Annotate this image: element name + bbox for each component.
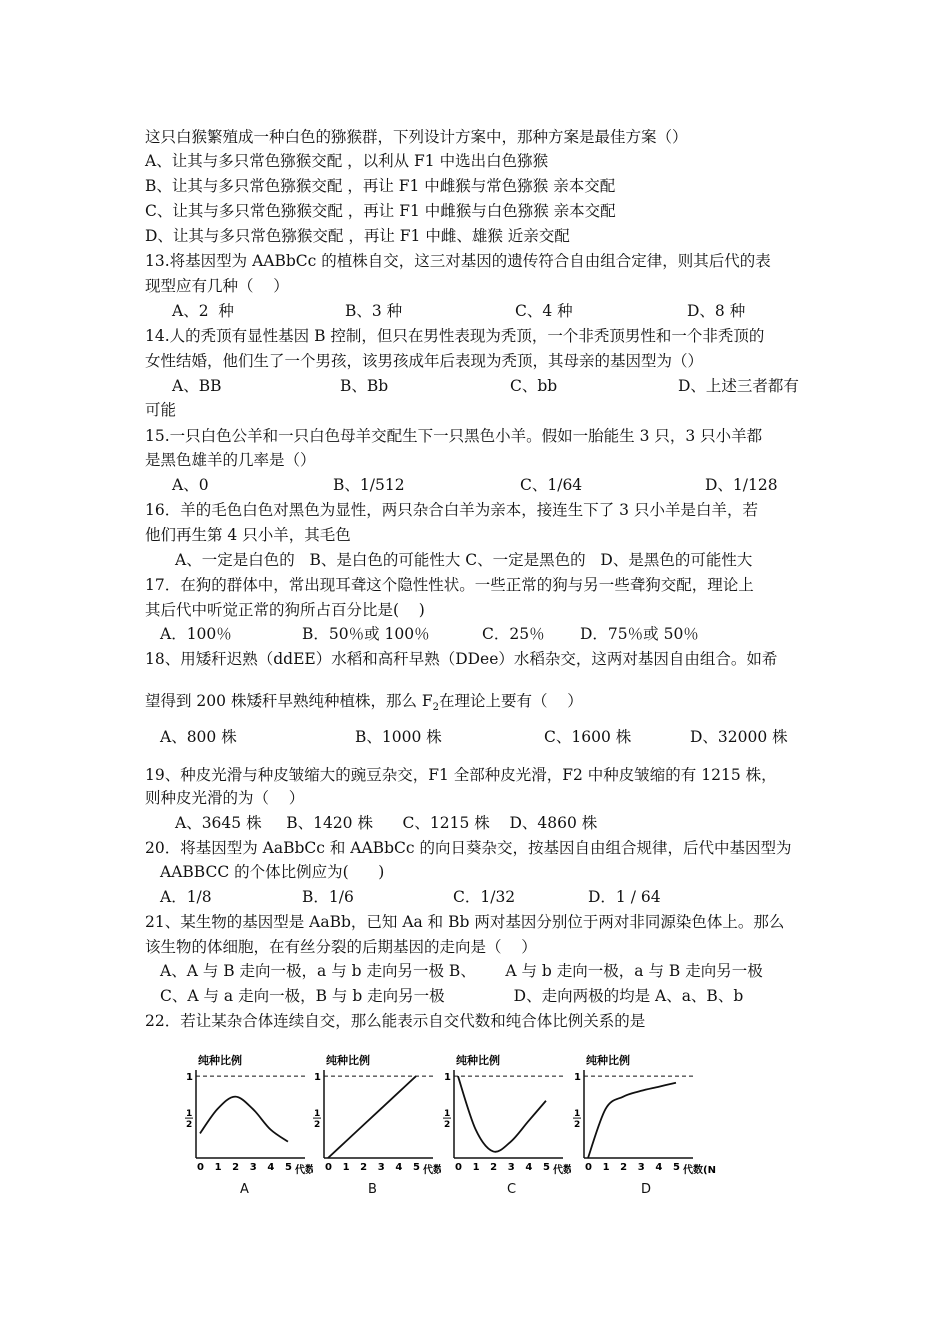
question-14-stem: 14.人的秃顶有显性基因 B 控制，但只在男性表现为秃顶，一个非秃顶男性和一个非秃顶的 [145, 327, 765, 345]
question-17-stem-cont: 其后代中听觉正常的狗所占百分比是( ) [145, 601, 425, 619]
series-line [458, 1076, 546, 1152]
question-14-stem-cont: 女性结婚，他们生了一个男孩，该男孩成年后表现为秃顶，其母亲的基因型为（） [145, 352, 704, 370]
question-13-stem: 13.将基因型为 AABbCc 的植株自交，这三对基因的遗传符合自由组合定律，则其后代的表 [145, 252, 771, 270]
x-tick-label: 3 [377, 1162, 385, 1173]
question-12-option-c: C、让其与多只常色猕猴交配 ，再让 F1 中雌猴与白色猕猴 亲本交配 [145, 202, 616, 220]
x-tick-label: 4 [395, 1162, 403, 1173]
question-15-option-c: C、1/64 [520, 476, 583, 494]
question-16-stem: 16．羊的毛色白色对黑色为显性，两只杂合白羊为亲本，接连生下了 3 只小羊是白羊，若 [145, 501, 758, 519]
x-tick-label: 0 [455, 1162, 462, 1173]
y-tick-one: 1 [186, 1072, 193, 1084]
question-16-options: A、一定是白色的 B、是白色的可能性大 C、一定是黑色的 D、是黑色的可能性大 [175, 551, 753, 569]
question-18-stem: 18、用矮秆迟熟（ddEE）水稻和高秆早熟（DDee）水稻杂交，这两对基因自由组合。如希 [145, 650, 778, 668]
x-tick-label: 3 [637, 1162, 645, 1173]
y-tick-one: 1 [444, 1072, 451, 1084]
question-13-option-c: C、4 种 [515, 302, 573, 320]
graph-b-label: B [368, 1182, 377, 1197]
y-tick-half-numerator: 1 [186, 1109, 193, 1120]
question-14-option-b: B、Bb [340, 377, 389, 395]
x-tick-label: 1 [214, 1162, 222, 1173]
question-17-option-b: B．50％或 100％ [302, 625, 430, 643]
x-axis-label: 代数 [423, 1165, 441, 1176]
question-18-option-d: D、32000 株 [690, 728, 788, 746]
question-17-option-c: C．25％ [482, 625, 545, 643]
graph-c [436, 1048, 571, 1182]
x-tick-label: 3 [249, 1162, 257, 1173]
y-tick-half-denominator: 2 [444, 1120, 451, 1131]
y-tick-half-denominator: 2 [574, 1120, 581, 1131]
y-axis-label: 纯种比例 [326, 1054, 370, 1067]
x-tick-label: 4 [655, 1162, 663, 1173]
graph-d-svg [566, 1048, 716, 1178]
question-20-stem-cont: AABBCC 的个体比例应为( ) [160, 863, 385, 881]
question-15-option-b: B、1/512 [333, 476, 405, 494]
question-12-option-d: D、让其与多只常色猕猴交配 ，再让 F1 中雌、雄猴 近亲交配 [145, 227, 570, 245]
question-14-option-c: C、bb [510, 377, 558, 395]
question-21-options-ab: A、A 与 B 走向一极，a 与 b 走向另一极 B、 A 与 b 走向一极，a 与 B 走向另一极 [160, 962, 763, 980]
graph-d [566, 1048, 716, 1182]
graph-a [178, 1048, 313, 1182]
y-axis-label: 纯种比例 [586, 1054, 630, 1067]
question-19-options: A、3645 株 B、1420 株 C、1215 株 D、4860 株 [175, 814, 598, 832]
x-tick-label: 1 [602, 1162, 610, 1173]
question-13-option-a: A、2 种 [172, 302, 234, 320]
graph-a-svg [178, 1048, 313, 1178]
graph-c-label: C [507, 1182, 517, 1197]
x-tick-label: 2 [360, 1162, 368, 1173]
x-tick-label: 1 [472, 1162, 480, 1173]
x-tick-label: 0 [197, 1162, 204, 1173]
question-19-stem-cont: 则种皮光滑的为（ ） [145, 789, 305, 807]
y-tick-half-numerator: 1 [314, 1109, 321, 1120]
x-tick-label: 2 [490, 1162, 498, 1173]
y-tick-half-denominator: 2 [314, 1120, 321, 1131]
question-12-option-a: A、让其与多只常色猕猴交配 ，以利从 F1 中选出白色猕猴 [145, 152, 549, 170]
question-17-stem: 17．在狗的群体中，常出现耳聋这个隐性性状。一些正常的狗与另一些聋狗交配，理论上 [145, 576, 754, 594]
question-21-stem-cont: 该生物的体细胞，在有丝分裂的后期基因的走向是（ ） [145, 938, 537, 956]
question-15-stem-cont: 是黑色雄羊的几率是（） [145, 451, 316, 469]
question-14-option-d-cont: 可能 [145, 401, 177, 419]
question-13-option-b: B、3 种 [345, 302, 403, 320]
question-20-stem: 20．将基因型为 AaBbCc 和 AABbCc 的向日葵杂交，按基因自由组合规律，后代中基因型为 [145, 839, 792, 857]
y-tick-one: 1 [314, 1072, 321, 1084]
x-tick-label: 5 [284, 1162, 292, 1173]
x-tick-label: 1 [342, 1162, 350, 1173]
y-tick-half-numerator: 1 [444, 1109, 451, 1120]
graph-c-svg [436, 1048, 571, 1178]
graph-b-svg [306, 1048, 441, 1178]
question-17-option-a: A．100％ [160, 625, 232, 643]
question-12-stem: 这只白猴繁殖成一种白色的猕猴群，下列设计方案中，那种方案是最佳方案（） [145, 128, 688, 146]
question-21-stem: 21、某生物的基因型是 AaBb，已知 Aa 和 Bb 两对基因分别位于两对非同源染色体上。那么 [145, 913, 785, 931]
x-tick-label: 5 [542, 1162, 550, 1173]
x-tick-label: 5 [672, 1162, 680, 1173]
x-tick-label: 4 [525, 1162, 533, 1173]
question-13-option-d: D、8 种 [687, 302, 746, 320]
y-axis-label: 纯种比例 [456, 1054, 500, 1067]
x-axis-label: 代数 [295, 1165, 313, 1176]
x-axis-label: 代数(N [683, 1165, 716, 1176]
y-tick-half-denominator: 2 [186, 1120, 193, 1131]
x-tick-label: 0 [585, 1162, 592, 1173]
x-axis-label: 代数 [553, 1165, 571, 1176]
question-18-option-c: C、1600 株 [544, 728, 632, 746]
question-19-stem: 19、种皮光滑与种皮皱缩大的豌豆杂交，F1 全部种皮光滑，F2 中种皮皱缩的有 1215 株， [145, 766, 777, 784]
series-line [588, 1083, 676, 1158]
question-15-option-d: D、1/128 [705, 476, 778, 494]
y-axis-label: 纯种比例 [198, 1054, 242, 1067]
x-tick-label: 0 [325, 1162, 332, 1173]
question-15-option-a: A、0 [172, 476, 209, 494]
question-14-option-a: A、BB [172, 377, 222, 395]
question-17-option-d: D．75％或 50％ [580, 625, 699, 643]
graph-a-label: A [240, 1182, 249, 1197]
question-13-stem-cont: 现型应有几种（ ） [145, 277, 289, 295]
x-tick-label: 5 [412, 1162, 420, 1173]
series-line [200, 1097, 288, 1142]
question-12-option-b: B、让其与多只常色猕猴交配 ，再让 F1 中雌猴与常色猕猴 亲本交配 [145, 177, 616, 195]
x-tick-label: 4 [267, 1162, 275, 1173]
graph-d-label: D [641, 1182, 652, 1197]
question-20-option-a: A．1/8 [160, 888, 212, 906]
question-21-options-cd: C、A 与 a 走向一极，B 与 b 走向另一极 D、走向两极的均是 A、a、B、b [160, 987, 744, 1005]
x-tick-label: 2 [620, 1162, 628, 1173]
question-20-option-c: C．1/32 [453, 888, 516, 906]
x-tick-label: 3 [507, 1162, 515, 1173]
question-22-stem: 22．若让某杂合体连续自交，那么能表示自交代数和纯合体比例关系的是 [145, 1012, 646, 1030]
question-14-option-d: D、上述三者都有 [678, 377, 799, 395]
question-20-option-b: B．1/6 [302, 888, 354, 906]
question-18-stem-cont: 望得到 200 株矮秆早熟纯种植株，那么 $F_2$在理论上要有（ ） [145, 692, 583, 714]
y-tick-half-numerator: 1 [574, 1109, 581, 1120]
x-tick-label: 2 [232, 1162, 240, 1173]
question-16-stem-cont: 他们再生第 4 只小羊，其毛色 [145, 526, 351, 544]
question-18-option-a: A、800 株 [160, 728, 237, 746]
y-tick-one: 1 [574, 1072, 581, 1084]
question-20-option-d: D．1 / 64 [588, 888, 661, 906]
series-line [328, 1076, 416, 1158]
graph-b [306, 1048, 441, 1182]
question-18-option-b: B、1000 株 [355, 728, 442, 746]
question-15-stem: 15.一只白色公羊和一只白色母羊交配生下一只黑色小羊。假如一胎能生 3 只，3 只小羊都 [145, 427, 763, 445]
